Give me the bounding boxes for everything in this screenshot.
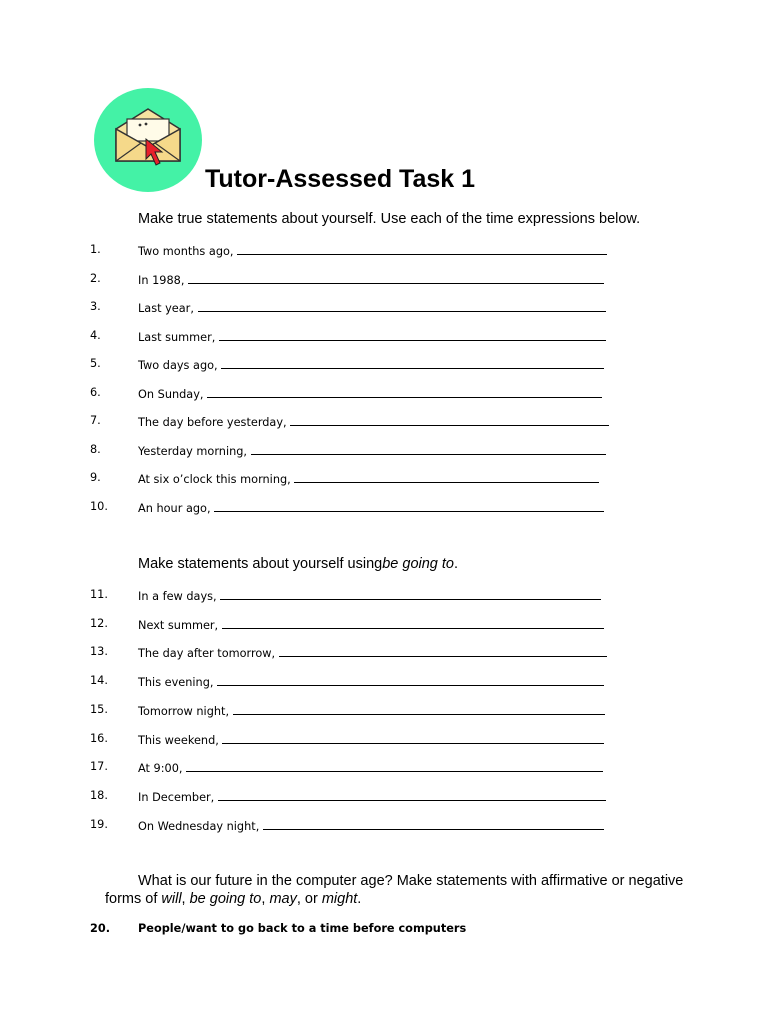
item-text: At 9:00, xyxy=(138,760,603,775)
item-text: This evening, xyxy=(138,674,604,689)
answer-blank-line[interactable] xyxy=(218,789,606,801)
item-text: The day after tomorrow, xyxy=(138,645,607,660)
exercise-item xyxy=(90,357,650,375)
item-number: 17. xyxy=(90,760,108,774)
exercise-item xyxy=(90,471,650,489)
exercise-item xyxy=(90,443,650,461)
item-text: In December, xyxy=(138,789,606,804)
exercise-item xyxy=(90,500,650,518)
answer-blank-line[interactable] xyxy=(220,588,601,600)
section1-instruction: Make true statements about yourself. Use each of the time expressions below. xyxy=(138,211,641,227)
item-number: 1. xyxy=(90,243,101,256)
item-text: On Wednesday night, xyxy=(138,818,604,833)
exercise-item xyxy=(90,300,650,318)
section3-instruction: What is our future in the computer age? Make statements with affirmative or negative forms of will, be going to, may, or might. xyxy=(105,873,684,907)
item-text: Last summer, xyxy=(138,329,606,344)
exercise-item xyxy=(90,645,650,663)
exercise-item xyxy=(90,386,650,404)
item-text: People/want to go back to a time before computers xyxy=(138,922,467,935)
item-number: 4. xyxy=(90,328,101,342)
item-number: 8. xyxy=(90,442,101,456)
item-number: 6. xyxy=(90,385,101,399)
item-text: An hour ago, xyxy=(138,500,604,515)
item-number: 11. xyxy=(90,588,108,601)
page-title: Tutor-Assessed Task 1 xyxy=(205,165,476,193)
answer-blank-line[interactable] xyxy=(186,760,603,772)
answer-blank-line[interactable] xyxy=(294,471,599,483)
exercise-item xyxy=(90,922,650,940)
exercise-item xyxy=(90,674,650,692)
answer-blank-line[interactable] xyxy=(207,386,602,398)
exercise-item xyxy=(90,588,650,606)
item-text: Last year, xyxy=(138,300,606,315)
item-number: 10. xyxy=(90,499,108,513)
item-number: 9. xyxy=(90,471,101,484)
item-number: 2. xyxy=(90,271,101,285)
exercise-item xyxy=(90,789,650,807)
item-number: 14. xyxy=(90,674,108,688)
item-text: Yesterday morning, xyxy=(138,443,606,458)
answer-blank-line[interactable] xyxy=(198,300,606,312)
answer-blank-line[interactable] xyxy=(279,645,607,657)
envelope-mail-icon xyxy=(93,87,203,193)
exercise-item xyxy=(90,414,650,432)
answer-blank-line[interactable] xyxy=(222,732,604,744)
item-text: In a few days, xyxy=(138,588,601,603)
item-text: At six o’clock this morning, xyxy=(138,471,599,486)
answer-blank-line[interactable] xyxy=(214,500,604,512)
item-text: Tomorrow night, xyxy=(138,703,605,718)
item-text: Next summer, xyxy=(138,617,604,632)
item-number: 20. xyxy=(90,922,111,935)
item-text: On Sunday, xyxy=(138,386,602,401)
answer-blank-line[interactable] xyxy=(219,329,606,341)
item-number: 3. xyxy=(90,300,101,313)
item-text: The day before yesterday, xyxy=(138,414,609,429)
answer-blank-line[interactable] xyxy=(222,617,604,629)
answer-blank-line[interactable] xyxy=(251,443,606,455)
item-number: 7. xyxy=(90,414,101,427)
exercise-item xyxy=(90,617,650,635)
item-number: 13. xyxy=(90,645,108,659)
item-number: 16. xyxy=(90,731,108,745)
exercise-item xyxy=(90,732,650,750)
exercise-item xyxy=(90,329,650,347)
exercise-item xyxy=(90,243,650,261)
item-number: 5. xyxy=(90,357,101,370)
answer-blank-line[interactable] xyxy=(237,243,607,255)
answer-blank-line[interactable] xyxy=(233,703,605,715)
item-text: Two months ago, xyxy=(138,243,607,258)
exercise-item xyxy=(90,760,650,778)
item-text: Two days ago, xyxy=(138,357,604,372)
answer-blank-line[interactable] xyxy=(263,818,604,830)
exercise-item xyxy=(90,272,650,290)
item-number: 15. xyxy=(90,702,108,716)
answer-blank-line[interactable] xyxy=(290,414,609,426)
item-number: 18. xyxy=(90,788,108,802)
answer-blank-line[interactable] xyxy=(188,272,604,284)
item-number: 12. xyxy=(90,616,108,630)
item-text: In 1988, xyxy=(138,272,604,287)
exercise-item xyxy=(90,703,650,721)
item-text: This weekend, xyxy=(138,732,604,747)
section2-instruction: Make statements about yourself usingbe going to. xyxy=(138,556,459,572)
answer-blank-line[interactable] xyxy=(217,674,604,686)
exercise-item xyxy=(90,818,650,836)
answer-blank-line[interactable] xyxy=(221,357,604,369)
item-number: 19. xyxy=(90,817,108,831)
